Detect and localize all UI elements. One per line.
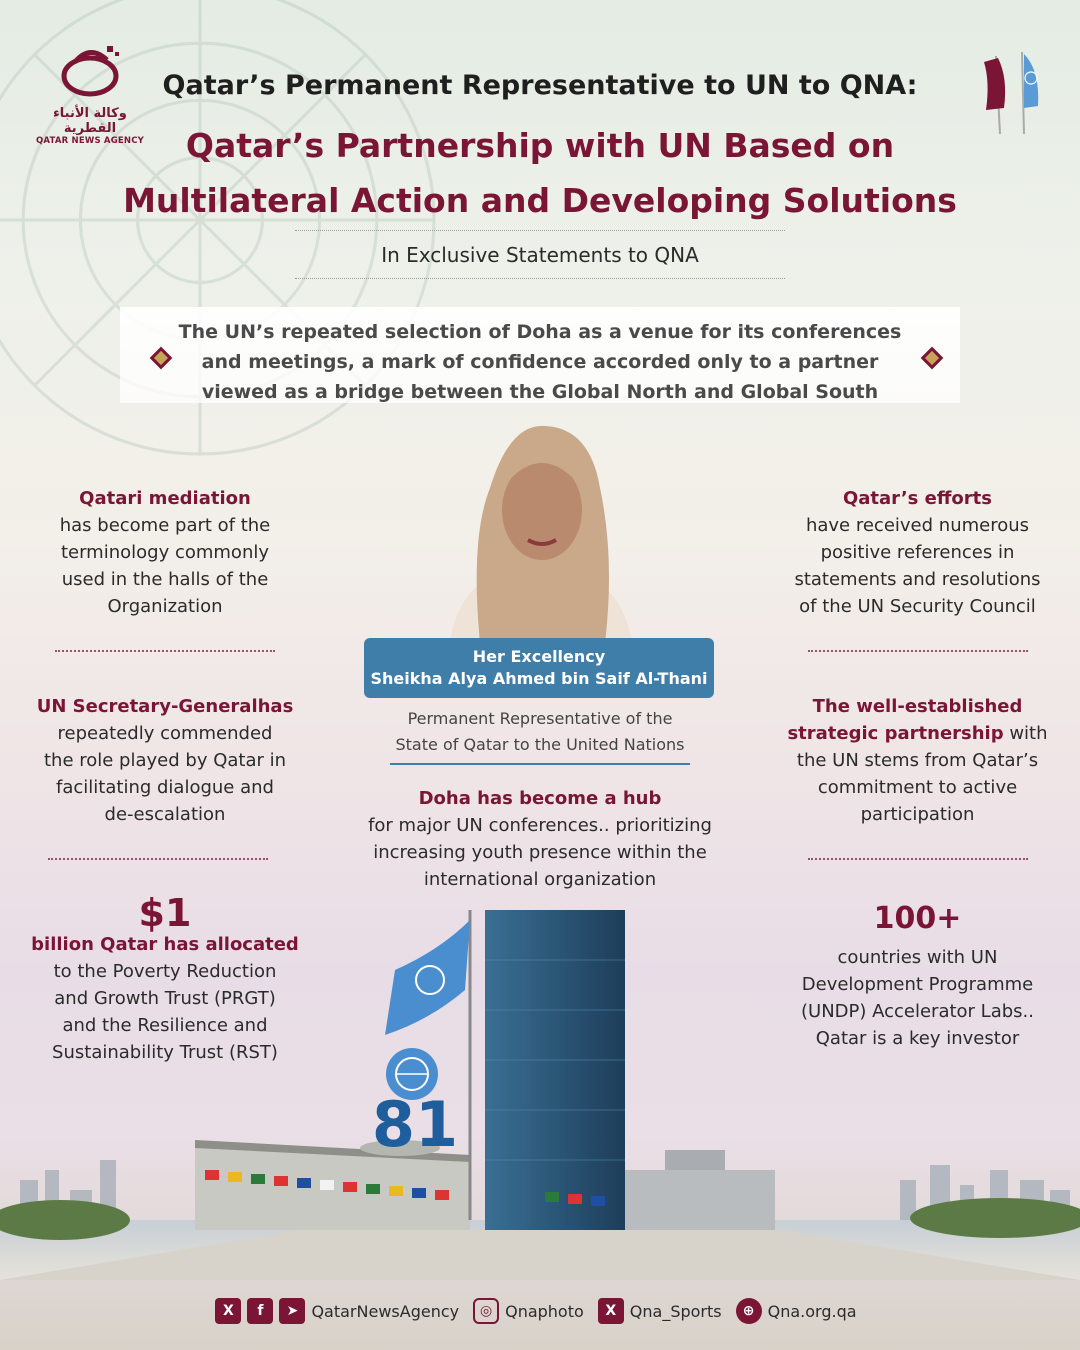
block-line: participation (860, 804, 975, 825)
headline-title-line2: Multilateral Action and Developing Solutions (123, 181, 957, 220)
qna-logo-icon (55, 42, 125, 104)
block-line: increasing youth presence within the (373, 842, 707, 863)
block-line: countries with UN (837, 947, 998, 968)
qatar-un-flags (978, 48, 1048, 138)
banner-line: The UN’s repeated selection of Doha as a venue for its conferences (178, 321, 902, 343)
separator (808, 650, 1028, 652)
telegram-icon[interactable]: ➤ (279, 1298, 305, 1324)
subtitle: In Exclusive Statements to QNA (381, 243, 699, 267)
left-block-mediation (30, 485, 300, 620)
x-icon[interactable]: X (215, 1298, 241, 1324)
block-line: of the UN Security Council (799, 596, 1036, 617)
banner-line: and meetings, a mark of confidence accorded only to a partner (201, 351, 879, 373)
globe-icon[interactable]: ⊕ (736, 1298, 762, 1324)
honorific: Her Excellency (472, 647, 606, 666)
big-stat: 100+ (873, 901, 962, 936)
nameplate (364, 638, 714, 698)
role-line: Permanent Representative of the (407, 709, 673, 728)
block-line: the role played by Qatar in (43, 750, 287, 771)
block-line: has become part of the (59, 515, 271, 536)
headline-kicker: Qatar’s Permanent Representative to UN to QNA: (162, 70, 918, 101)
divider (295, 230, 785, 231)
block-line: the UN stems from Qatar’s (796, 750, 1039, 771)
big-stat: $1 (138, 891, 192, 935)
block-line: Organization (107, 596, 223, 617)
block-line: Qatar is a key investor (815, 1028, 1020, 1049)
block-line: Development Programme (801, 974, 1034, 995)
headline-title-line1: Qatar’s Partnership with UN Based on (185, 126, 895, 165)
block-line: repeatedly commended (57, 723, 273, 744)
block-line: have received numerous (805, 515, 1030, 536)
left-block-secretary-general (30, 693, 300, 828)
divider (295, 278, 785, 279)
block-bold: Qatar’s efforts (842, 488, 992, 509)
block-tail: with (1003, 723, 1048, 744)
right-block-partnership (780, 693, 1055, 828)
block-line: and Growth Trust (PRGT) (54, 988, 276, 1009)
block-bold: UN Secretary-Generalhas (36, 696, 294, 717)
block-bold: strategic partnership (787, 723, 1004, 744)
role-line: State of Qatar to the United Nations (395, 735, 685, 754)
separator (808, 858, 1028, 860)
separator (48, 858, 268, 860)
portrait-photo (420, 418, 660, 643)
headline-title (100, 118, 980, 228)
block-line: terminology commonly (60, 542, 270, 563)
banner-line: viewed as a bridge between the Global North and Global South (201, 381, 879, 403)
block-bold: Qatari mediation (79, 488, 251, 509)
logo-english: QATAR NEWS AGENCY (35, 136, 144, 146)
block-line: (UNDP) Accelerator Labs.. (801, 1001, 1034, 1022)
right-block-efforts (780, 485, 1055, 620)
facebook-icon[interactable]: f (247, 1298, 273, 1324)
block-line: positive references in (820, 542, 1015, 563)
block-line: and the Resilience and (62, 1015, 268, 1036)
quote-banner (120, 307, 960, 403)
block-line: de-escalation (104, 804, 226, 825)
un-headquarters-skyline (0, 891, 1080, 1280)
block-line: international organization (423, 869, 657, 890)
separator (55, 650, 275, 652)
instagram-icon[interactable]: ◎ (473, 1298, 499, 1324)
block-line: commitment to active (817, 777, 1018, 798)
social-footer (0, 1298, 1080, 1332)
social-handle[interactable]: Qna_Sports (629, 1301, 722, 1321)
block-line: used in the halls of the (61, 569, 269, 590)
anniversary-number: 81 (371, 1088, 459, 1161)
social-handle[interactable]: Qnaphoto (505, 1301, 584, 1321)
block-line: to the Poverty Reduction (53, 961, 277, 982)
block-line: Sustainability Trust (RST) (52, 1042, 278, 1063)
person-role (340, 706, 740, 758)
x-icon[interactable]: X (598, 1298, 624, 1324)
role-underline (390, 763, 690, 765)
block-bold: Doha has become a hub (418, 788, 662, 809)
block-line: facilitating dialogue and (56, 777, 274, 798)
website-link[interactable]: Qna.org.qa (767, 1301, 857, 1321)
block-line: statements and resolutions (794, 569, 1041, 590)
logo-arabic: وكالة الأنباء القطرية (53, 106, 127, 136)
block-line: for major UN conferences.. prioritizing (368, 815, 712, 836)
social-handle[interactable]: QatarNewsAgency (311, 1301, 460, 1321)
block-bold: billion Qatar has allocated (31, 934, 299, 955)
center-block-doha-hub (340, 785, 740, 893)
block-bold: The well-established (812, 696, 1023, 717)
person-name: Sheikha Alya Ahmed bin Saif Al-Thani (370, 669, 708, 688)
